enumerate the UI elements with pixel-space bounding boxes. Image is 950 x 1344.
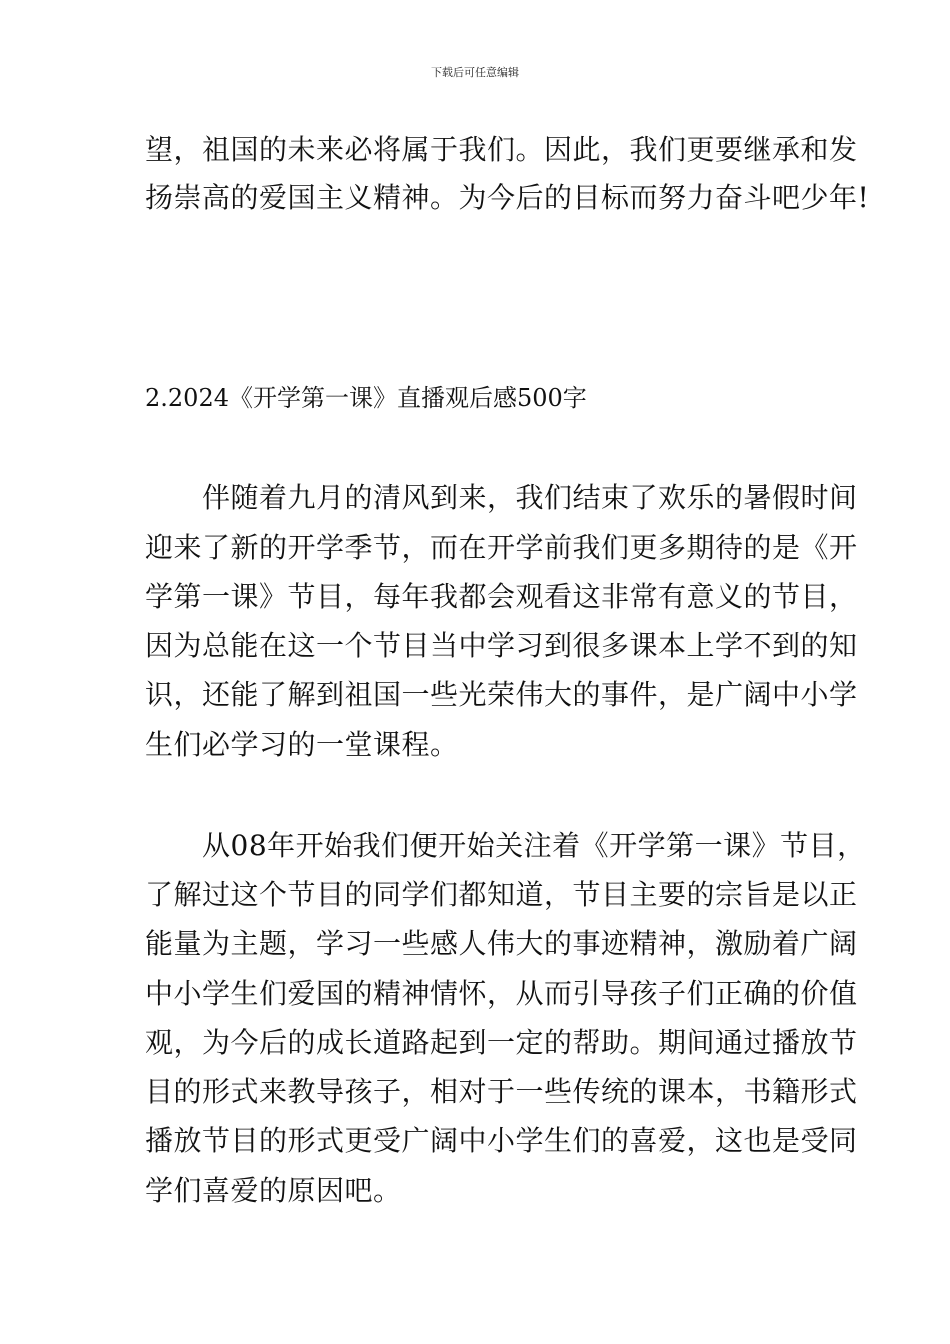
text-line: 伴随着九月的清风到来，我们结束了欢乐的暑假时间 xyxy=(145,481,858,514)
text-line: 识，还能了解到祖国一些光荣伟大的事件，是广阔中小学 xyxy=(145,678,858,711)
text-line: 了解过这个节目的同学们都知道，节目主要的宗旨是以正 xyxy=(145,878,858,911)
text-line: 学第一课》节目，每年我都会观看这非常有意义的节目， xyxy=(145,580,858,613)
text-line: 学们喜爱的原因吧。 xyxy=(145,1174,402,1207)
text-line: 能量为主题，学习一些感人伟大的事迹精神，激励着广阔 xyxy=(145,927,858,960)
text-line: 因为总能在这一个节目当中学习到很多课本上学不到的知 xyxy=(145,629,858,662)
text-line: 扬崇高的爱国主义精神。为今后的目标而努力奋斗吧少年! xyxy=(145,181,870,214)
text-line: 生们必学习的一堂课程。 xyxy=(145,728,459,761)
text-line: 播放节目的形式更受广阔中小学生们的喜爱，这也是受同 xyxy=(145,1124,858,1157)
text-line: 从08年开始我们便开始关注着《开学第一课》节目， xyxy=(145,829,866,862)
text-line: 中小学生们爱国的精神情怀，从而引导孩子们正确的价值 xyxy=(145,977,858,1010)
text-line: 迎来了新的开学季节，而在开学前我们更多期待的是《开 xyxy=(145,531,858,564)
page-header: 下载后可任意编辑 xyxy=(431,66,519,79)
text-line: 观，为今后的成长道路起到一定的帮助。期间通过播放节 xyxy=(145,1026,858,1059)
text-line: 望，祖国的未来必将属于我们。因此，我们更要继承和发 xyxy=(145,133,858,166)
section-heading: 2.2024《开学第一课》直播观后感500字 xyxy=(145,384,587,412)
text-line: 目的形式来教导孩子，相对于一些传统的课本，书籍形式 xyxy=(145,1075,858,1108)
